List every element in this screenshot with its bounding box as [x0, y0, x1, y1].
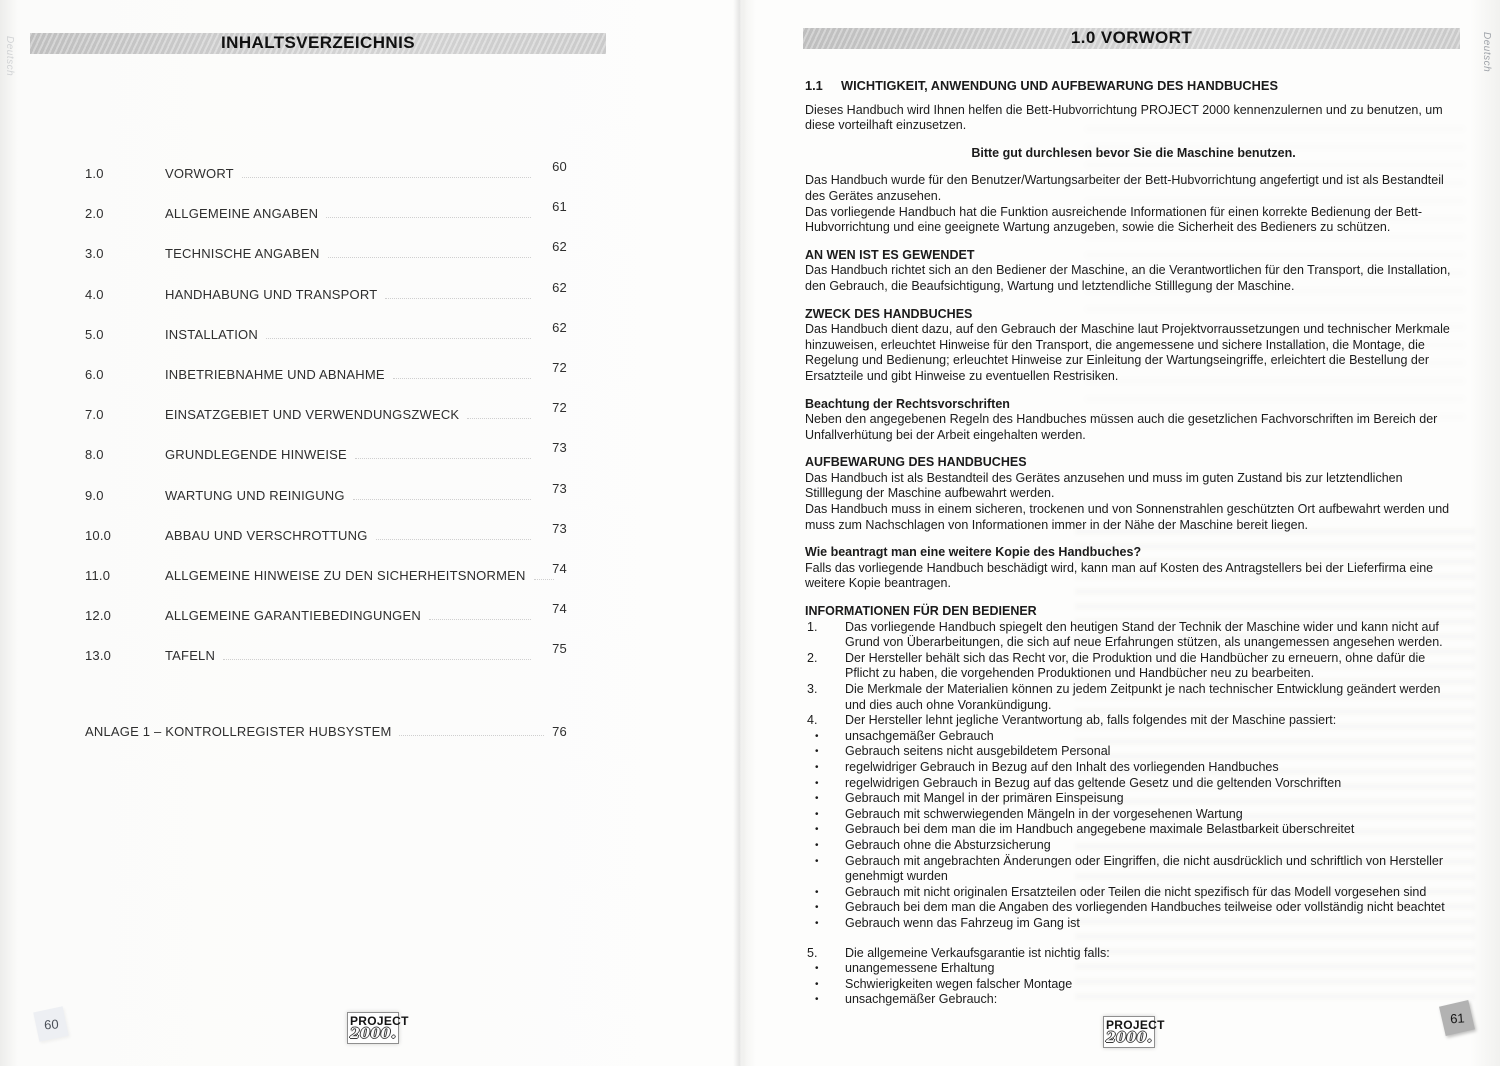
block-text: Neben den angegebenen Regeln des Handbuches müssen auch die gesetzlichen Fachvorschriften im Bereich der Unfallverhütung bei der Arbeit eingehalten werden. — [805, 412, 1438, 442]
leader-line — [393, 367, 531, 379]
text-block — [805, 822, 1462, 838]
text-block — [805, 713, 1462, 729]
toc-entry-page: 62 — [552, 239, 567, 255]
toc-entry-label: ALLGEMEINE HINWEISE ZU DEN SICHERHEITSNORMEN — [165, 567, 526, 583]
text-block — [805, 961, 1462, 977]
block-text: Gebrauch bei dem man die im Handbuch angegebene maximale Belastbarkeit überschreitet — [845, 822, 1355, 837]
text-block — [805, 397, 1462, 413]
toc-entry-labelcell — [165, 562, 531, 583]
toc-entry-labelcell — [165, 200, 531, 221]
block-text: regelwidriger Gebrauch in Bezug auf den Inhalt des vorliegenden Handbuches — [845, 759, 1279, 774]
text-block — [805, 838, 1462, 854]
list-marker: • — [815, 902, 819, 914]
toc-entry-page: 74 — [552, 560, 567, 576]
logo-text-project: PROJECT — [350, 1014, 409, 1028]
block-text: Gebrauch mit Mangel in der primären Einspeisung — [845, 791, 1124, 806]
text-block — [805, 946, 1462, 962]
toc-row — [85, 602, 567, 642]
block-text: Das vorliegende Handbuch spiegelt den heutigen Stand der Technik der Maschine wider und kann nicht auf Grund von Überarbeitungen, die sich auf neue Erfahrungen stützen, als unangemessen angesehen werden. — [845, 619, 1443, 650]
toc-entry-number: 7.0 — [85, 407, 104, 423]
list-marker: • — [815, 855, 819, 867]
list-marker: 3. — [807, 682, 818, 696]
toc-entry-page: 60 — [552, 159, 567, 174]
toc-entry-label: EINSATZGEBIET UND VERWENDUNGSZWECK — [165, 407, 460, 423]
vorwort-title: 1.0 VORWORT — [1070, 27, 1193, 47]
list-marker: • — [815, 839, 819, 851]
list-marker: • — [815, 824, 819, 836]
toc-entry-labelcell — [165, 642, 531, 663]
block-text: Wie beantragt man eine weitere Kopie des Handbuches? — [805, 545, 1142, 560]
toc-entry-number: 3.0 — [85, 246, 104, 262]
block-text: Das vorliegende Handbuch hat die Funktion ausreichende Informationen für einen korrekte Bedienung der Bett-Hubvorrichtung und eine geeignete Wartung anzugeben, sowie die Sicherheit des Bedieners zu schützen. — [805, 204, 1423, 235]
toc-entry-page: 72 — [552, 359, 567, 375]
language-edge-label-left: Deutsch — [4, 36, 15, 77]
toc-entry-number: 6.0 — [85, 366, 104, 382]
leader-line — [376, 528, 531, 540]
list-marker: 1. — [807, 619, 818, 634]
toc-row — [85, 200, 567, 240]
text-block — [805, 900, 1462, 916]
project-2000-logo — [1103, 1016, 1165, 1048]
text-block — [805, 807, 1462, 823]
toc-entry-label: GRUNDLEGENDE HINWEISE — [165, 447, 347, 463]
list-marker: • — [815, 746, 819, 758]
toc-entry-label: TECHNISCHE ANGABEN — [165, 246, 320, 262]
block-text: Gebrauch wenn das Fahrzeug im Gang ist — [845, 915, 1080, 930]
toc-entry-labelcell — [165, 522, 531, 543]
text-block — [805, 248, 1462, 264]
block-text: Gebrauch mit angebrachten Änderungen oder Eingriffen, die nicht ausdrücklich und schriftlich von Hersteller genehmigt wurden — [845, 853, 1444, 884]
leader-line — [326, 206, 531, 218]
toc-entry-label: ALLGEMEINE ANGABEN — [165, 206, 319, 222]
text-block — [805, 307, 1462, 323]
toc-row — [85, 441, 567, 481]
text-block — [805, 78, 1462, 94]
page-number-right: 61 — [1439, 1000, 1475, 1036]
block-text: AUFBEWARUNG DES HANDBUCHES — [805, 455, 1027, 470]
text-block — [805, 205, 1462, 236]
block-text: unsachgemäßer Gebrauch — [845, 728, 994, 743]
block-text: Schwierigkeiten wegen falscher Montage — [845, 976, 1073, 991]
toc-entry-labelcell — [165, 321, 531, 342]
leader-line — [467, 407, 531, 419]
page-right-vorwort — [745, 0, 1500, 1066]
toc-annex-row — [85, 724, 567, 739]
toc-entry-number: 4.0 — [85, 286, 104, 302]
toc-entry-number: 12.0 — [85, 608, 112, 624]
list-marker: 5. — [807, 945, 818, 960]
text-block — [805, 760, 1462, 776]
leader-line — [266, 327, 531, 339]
toc-entry-labelcell — [165, 602, 531, 623]
toc-entry-label: ABBAU UND VERSCHROTTUNG — [165, 527, 368, 543]
block-text: Gebrauch ohne die Absturzsicherung — [845, 837, 1051, 852]
toc-title: INHALTSVERZEICHNIS — [221, 32, 415, 52]
vorwort-content — [805, 78, 1462, 1008]
leader-line — [242, 166, 531, 178]
leader-line — [223, 648, 531, 660]
toc-entry-labelcell — [165, 160, 531, 181]
block-text: Beachtung der Rechtsvorschriften — [805, 396, 1010, 411]
toc-entry-page: 73 — [552, 480, 567, 496]
block-text: Gebrauch seitens nicht ausgebildetem Personal — [845, 744, 1111, 759]
text-block — [805, 854, 1462, 885]
list-marker: • — [815, 761, 819, 773]
toc-entry-labelcell — [165, 441, 531, 462]
toc-entry-number: 1.0 — [85, 166, 104, 181]
toc-entry-label: INSTALLATION — [165, 326, 258, 342]
toc-entry-labelcell — [165, 482, 531, 503]
list-marker: • — [815, 777, 819, 789]
block-text: Der Hersteller lehnt jegliche Verantwortung ab, falls folgendes mit der Maschine passiert: — [845, 713, 1337, 728]
list-marker: • — [815, 963, 819, 975]
block-text: Gebrauch mit schwerwiegenden Mängeln in der vorgesehenen Wartung — [845, 806, 1243, 821]
toc-entry-number: 8.0 — [85, 447, 104, 463]
text-block — [805, 916, 1462, 932]
text-block — [805, 992, 1462, 1008]
toc-row — [85, 361, 567, 401]
toc-entry-labelcell — [165, 281, 531, 302]
leader-line — [353, 488, 531, 500]
toc-entry-labelcell — [165, 361, 531, 382]
toc-entry-label: HANDHABUNG UND TRANSPORT — [165, 286, 378, 302]
text-block — [805, 173, 1462, 204]
toc-entry-labelcell — [165, 401, 531, 422]
text-block — [805, 604, 1462, 620]
text-block — [805, 412, 1462, 443]
annex-label: ANLAGE 1 – KONTROLLREGISTER HUBSYSTEM — [85, 724, 392, 740]
list-marker: 1.1 — [805, 78, 823, 93]
block-text: Das Handbuch muss in einem sicheren, trockenen und von Sonnenstrahlen geschützten Ort aufbewahrt werden und muss zum Nachschlagen von Informationen immer in der Nähe der Maschine bereit liegen. — [805, 502, 1450, 532]
leader-line — [385, 287, 531, 299]
block-text: WICHTIGKEIT, ANWENDUNG UND AUFBEWARUNG DES HANDBUCHES — [841, 78, 1278, 93]
list-marker: • — [815, 917, 819, 929]
toc-header-bar — [30, 33, 606, 54]
block-text: Das Handbuch ist als Bestandteil des Gerätes anzusehen und muss im guten Zustand bis zur letztendlichen Stilllegung der Maschine aufbewahrt werden. — [805, 470, 1403, 501]
toc-entry-label: ALLGEMEINE GARANTIEBEDINGUNGEN — [165, 608, 421, 624]
toc-row — [85, 240, 567, 280]
block-text: Das Handbuch dient dazu, auf den Gebrauch der Maschine laut Projektvorraussetzungen und technischer Merkmale hinzuweisen, erleuchtet Hinweise für den Transport, die angemessene und sichere Installation, die Montage, die Regelung und Bedienung; erleuchtet Hinweise zur Einleitung der Wartungseingriffe, erleichtert die Bestellung der Ersatzteile und gibt Hinweise zu eventuellen Restrisiken. — [805, 322, 1450, 383]
toc-row — [85, 642, 567, 682]
block-text: Das Handbuch wurde für den Benutzer/Wartungsarbeiter der Bett-Hubvorrichtung angefertigt und ist als Bestandteil des Gerätes anzusehen. — [805, 173, 1444, 203]
text-block — [805, 502, 1462, 533]
text-block — [805, 776, 1462, 792]
block-text: Die allgemeine Verkaufsgarantie ist nichtig falls: — [845, 945, 1110, 960]
list-marker: • — [815, 808, 819, 820]
list-marker: 4. — [807, 713, 818, 728]
toc-entry-page: 62 — [552, 319, 567, 335]
text-block — [805, 471, 1462, 502]
block-text: Dieses Handbuch wird Ihnen helfen die Bett-Hubvorrichtung PROJECT 2000 kennenzulernen und zu benutzen, um diese vorteilhaft einzusetzen. — [805, 102, 1443, 133]
toc-row — [85, 482, 567, 522]
page-left-toc — [0, 0, 737, 1066]
block-text: INFORMATIONEN FÜR DEN BEDIENER — [805, 604, 1037, 619]
leader-line — [399, 724, 544, 736]
text-block — [805, 977, 1462, 993]
text-block — [805, 322, 1462, 384]
toc-entry-label: TAFELN — [165, 648, 216, 664]
toc-row — [85, 522, 567, 562]
text-block — [805, 561, 1462, 592]
toc-row — [85, 401, 567, 441]
page-number-left: 60 — [33, 1006, 69, 1042]
text-block — [805, 545, 1462, 561]
toc-entry-labelcell — [165, 240, 531, 261]
leader-line — [355, 447, 531, 459]
list-marker: • — [815, 730, 819, 742]
block-text: Falls das vorliegende Handbuch beschädigt wird, kann man auf Kosten des Antragstellers bei der Lieferfirma eine weitere Kopie beantragen. — [805, 560, 1434, 591]
block-text: Die Merkmale der Materialien können zu jedem Zeitpunkt je nach technischer Entwicklung geändert werden und dies auch ohne Vorankündigung. — [845, 682, 1441, 712]
list-marker: • — [815, 886, 819, 898]
list-marker: • — [815, 994, 819, 1006]
list-marker: • — [815, 978, 819, 990]
toc-entry-label: WARTUNG UND REINIGUNG — [165, 487, 345, 503]
leader-line — [429, 608, 531, 620]
text-block — [805, 455, 1462, 471]
logo-text-2000: 2000. — [1106, 1030, 1153, 1046]
list-marker: • — [815, 793, 819, 805]
block-text: regelwidrigen Gebrauch in Bezug auf das geltende Gesetz und die geltenden Vorschriften — [845, 775, 1342, 790]
text-block — [805, 103, 1462, 134]
toc-entry-label: INBETRIEBNAHME UND ABNAHME — [165, 366, 385, 382]
toc-entry-page: 74 — [552, 601, 567, 617]
toc-entry-page: 73 — [552, 440, 567, 456]
leader-line — [328, 246, 531, 258]
project-2000-logo — [347, 1012, 409, 1044]
logo-text-project: PROJECT — [1106, 1018, 1165, 1032]
block-text: Bitte gut durchlesen bevor Sie die Maschine benutzen. — [971, 145, 1296, 160]
vorwort-header-bar — [803, 28, 1460, 49]
block-text: unangemessene Erhaltung — [845, 961, 995, 976]
text-block — [805, 620, 1462, 651]
toc-row — [85, 160, 567, 200]
toc-row — [85, 562, 567, 602]
block-text: Das Handbuch richtet sich an den Bediener der Maschine, an die Verantwortlichen für den Transport, die Installation, den Gebrauch, die Beaufsichtigung, Wartung und letztendliche Stilllegung der Maschine. — [805, 263, 1451, 293]
toc-entry-number: 10.0 — [85, 527, 112, 543]
text-block — [805, 146, 1462, 162]
table-of-contents — [85, 160, 567, 739]
annex-page: 76 — [552, 724, 567, 740]
logo-text-2000: 2000. — [350, 1026, 397, 1042]
toc-entry-page: 61 — [552, 199, 567, 215]
toc-row — [85, 321, 567, 361]
list-marker: 2. — [807, 650, 818, 665]
block-text: ZWECK DES HANDBUCHES — [805, 306, 973, 321]
toc-entry-page: 73 — [552, 520, 567, 536]
toc-entry-number: 9.0 — [85, 487, 104, 503]
block-text: Der Hersteller behält sich das Recht vor, die Produktion und die Handbücher zu erneuern, ohne dafür die Pflicht zu haben, die vorgehenden Produktionen und Handbücher neu zu bearbeiten. — [845, 650, 1426, 681]
toc-entry-number: 13.0 — [85, 648, 112, 664]
toc-entry-page: 75 — [552, 641, 567, 657]
toc-entry-number: 11.0 — [85, 567, 111, 583]
toc-entry-label: VORWORT — [165, 166, 234, 181]
block-text: Gebrauch bei dem man die Angaben des vorliegenden Handbuches teilweise oder vollständig nicht beachtet — [845, 900, 1445, 915]
toc-row — [85, 281, 567, 321]
text-block — [805, 791, 1462, 807]
text-block — [805, 885, 1462, 901]
block-text: Gebrauch mit nicht originalen Ersatzteilen oder Teilen die nicht spezifisch für das Modell vorgesehen sind — [845, 884, 1427, 899]
toc-entry-page: 72 — [552, 400, 567, 416]
text-block — [805, 729, 1462, 745]
block-text: unsachgemäßer Gebrauch: — [845, 992, 998, 1007]
block-text: AN WEN IST ES GEWENDET — [805, 247, 975, 262]
language-edge-label-right: Deutsch — [1481, 32, 1492, 73]
text-block — [805, 263, 1462, 294]
toc-entry-page: 62 — [552, 279, 567, 295]
toc-entry-number: 2.0 — [85, 206, 104, 222]
text-block — [805, 651, 1462, 682]
text-block — [805, 744, 1462, 760]
text-block — [805, 682, 1462, 713]
toc-entry-number: 5.0 — [85, 326, 104, 342]
